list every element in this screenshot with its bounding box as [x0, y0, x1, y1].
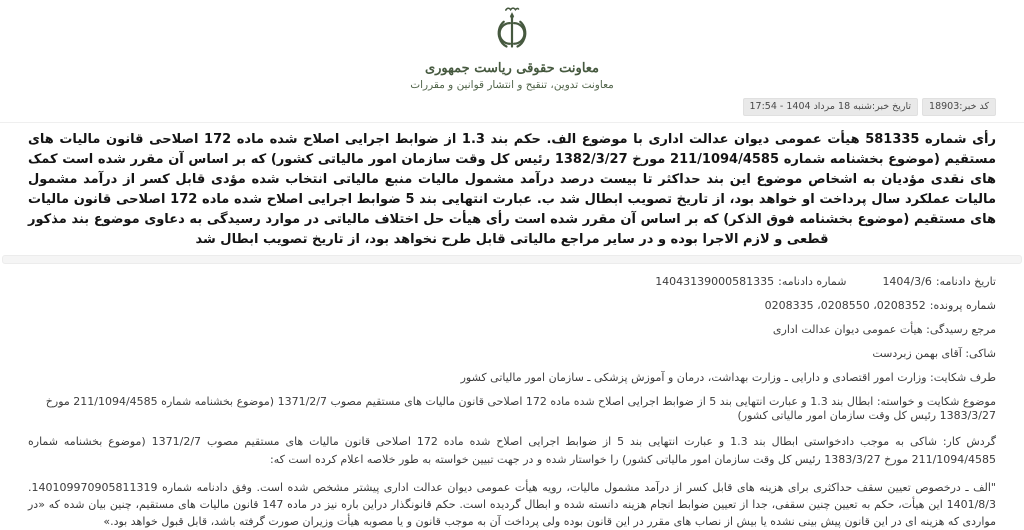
section-divider-bar — [2, 255, 1022, 264]
verdict-date-number-row — [28, 275, 996, 289]
verdict-number — [655, 275, 846, 289]
plaintiff-row: شاکی: آقای بهمن زبردست — [872, 347, 996, 360]
verdict-number-label: شماره دادنامه: — [778, 275, 847, 288]
case-number-value: 0208352، 0208550، 0208335 — [764, 299, 926, 312]
case-number-label: شماره پرونده: — [929, 299, 996, 312]
proceedings-paragraph: گردش کار: شاکی به موجب دادخواستی ابطال بند 1.3 و عبارت انتهایی بند 5 از ضوابط اجرایی اصلاح شده ماده 172 اصلاحی قانون مالیات های مستقیم مصوب 1371/2/7 (موضوع بخشنامه شماره 211/1094/4585 مورخ 1383/3/27 رئیس کل وقت سازمان امور مالیاتی کشور) را خواستار شده و در جهت تبیین خواسته به طور خلاصه اعلام کرده است که: — [28, 435, 997, 466]
defendant-row: طرف شکایت: وزارت امور اقتصادی و دارایی ـ وزارت بهداشت، درمان و آموزش پزشکی ـ سازمان امور مالیاتی کشور — [460, 371, 996, 384]
org-title-line2: معاونت تدوین، تنقیح و انتشار قوانین و مقررات — [410, 79, 614, 91]
news-date-badge: تاریخ خبر:شنبه 18 مرداد 1404 - 17:54 — [743, 98, 919, 116]
verdict-number-value: 14043139000581335 — [655, 275, 775, 288]
verdict-date-label: تاریخ دادنامه: — [935, 275, 996, 288]
case-number-row — [28, 299, 996, 313]
masthead — [0, 0, 1024, 91]
statement-paragraph: "الف ـ درخصوص تعیین سقف حداکثری برای هزینه های قابل کسر از درآمد مشمول مالیات، رویه هیأت عمومی دیوان عدالت اداری پیشتر مشخص شده است. وفق دادنامه شماره 140109970905811319. 1401/8/3 این هیأت، حکم به تعیین چنین سقفی، جدا از تعیین ضوابط انجام هزینه دانسته شده و ابطال گردیده است. حکم قانونگذار دراین باره نیز در ماده 147 قانون مالیات های مستقیم، چنین بیان شده که «در مواردی که هزینه ای در این قانون پیش بینی نشده یا بیش از نصاب های مقرر در این قانون بوده ولی پرداخت آن به موجب قانون و یا مصوبه هیأت وزیران صورت گرفته باشد، قابل قبول خواهد بود.» — [28, 481, 997, 528]
iran-emblem-icon — [490, 5, 534, 55]
authority-row: مرجع رسیدگی: هیأت عمومی دیوان عدالت اداری — [772, 323, 996, 336]
header-divider — [0, 122, 1024, 123]
verdict-date-value: 1404/3/6 — [882, 275, 932, 288]
case-number — [765, 299, 996, 313]
complaint-subject-row: موضوع شکایت و خواسته: ابطال بند 1.3 و عبارت انتهایی بند 5 از ضوابط اجرایی اصلاح شده ماده 172 اصلاحی قانون مالیات های مستقیم مصوب 1371/2/7 (موضوع بخشنامه شماره 211/1094/4585 مورخ 1383/3/27 رئیس کل وقت سازمان امور مالیاتی کشور) — [45, 395, 996, 422]
verdict-date — [882, 275, 996, 289]
news-code-badge: کد خبر:18903 — [922, 98, 996, 116]
org-title-line1: معاونت حقوقی ریاست جمهوری — [424, 61, 600, 76]
verdict-meta-section — [28, 275, 996, 423]
news-badges-row — [0, 98, 1024, 116]
verdict-headline: رأی شماره 581335 هیأت عمومی دیوان عدالت اداری با موضوع الف. حکم بند 1.3 از ضوابط اجرایی اصلاح شده ماده 172 اصلاحی قانون مالیات های مستقیم (موضوع بخشنامه شماره 211/1094/4585 مورخ 1382/3/27 رئیس کل وقت سازمان امور مالیاتی کشور) که بر اساس آن مقرر شده است کمک های نقدی مؤدیان به اشخاص موضوع این بند حداکثر تا بیست درصد درآمد مشمول مالیات منبع مالیاتی انتخاب شده مؤدی قابل کسر از درآمد مشمول مالیات عملکرد سال پرداخت او خواهد بود، از تاریخ تصویب ابطال شد ب. عبارت انتهایی بند 5 ضوابط اجرایی اصلاح شده ماده 172 اصلاحی قانون مالیات های مستقیم (موضوع بخشنامه فوق الذکر) که بر اساس آن مقرر شده است رأی هیأت حل اختلاف مالیاتی در موارد رسیدگی به دعاوی موضوع بند مذکور قطعی و لازم الاجرا بوده و در سایر مراجع مالیاتی قابل طرح نخواهد بود، از تاریخ تصویب ابطال شد — [28, 132, 997, 247]
